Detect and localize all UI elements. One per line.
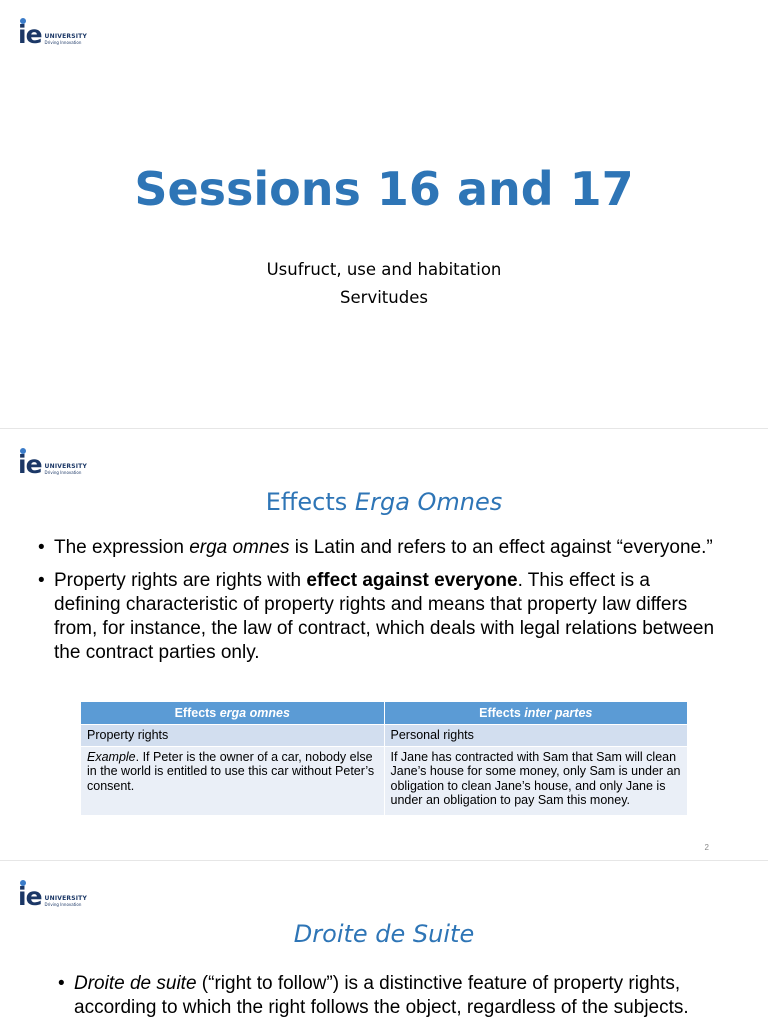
table-cell: Example. If Peter is the owner of a car, nobody else in the world is entitled to use this car without Peter’s consent. xyxy=(81,746,385,815)
logo-mark: ie xyxy=(18,450,42,479)
bullet-item: • Property rights are rights with effect against everyone. This effect is a defining characteristic of property rights and means that property law differs from, for instance, the law of contract, which deals with legal relations between the contract parties only. xyxy=(38,570,715,663)
logo-tagline: Driving Innovation xyxy=(44,470,82,475)
logo-university: UNIVERSITY xyxy=(44,463,88,470)
logo-university: UNIVERSITY xyxy=(44,33,88,40)
effects-table xyxy=(80,701,688,816)
bullet-item: • The expression erga omnes is Latin and refers to an effect against “everyone.” xyxy=(38,537,713,558)
logo-tagline: Driving Innovation xyxy=(44,902,82,907)
bullet-dot-icon: • xyxy=(38,537,45,558)
slide-divider xyxy=(0,860,768,861)
logo-mark: ie xyxy=(18,20,42,49)
ie-university-logo xyxy=(18,20,88,49)
ie-university-logo xyxy=(18,882,88,911)
bullet-list xyxy=(58,972,730,1024)
ie-university-logo xyxy=(18,450,88,479)
bullet-list xyxy=(38,536,718,674)
table-header-row xyxy=(81,702,688,725)
table-row xyxy=(81,746,688,815)
slide-subtitle-line1: Usufruct, use and habitation xyxy=(266,260,502,279)
table-cell: If Jane has contracted with Sam that Sam will clean Jane’s house for some money, only Sam is under an obligation to clean Jane’s house, and only Jane is under an obligation to pay Sam this money. xyxy=(384,746,688,815)
slide-1 xyxy=(0,0,768,425)
logo-university: UNIVERSITY xyxy=(44,895,88,902)
slide-divider xyxy=(0,428,768,429)
slide-subtitle-line2: Servitudes xyxy=(340,288,428,307)
bullet-dot-icon: • xyxy=(58,973,65,994)
slide-3 xyxy=(0,864,768,1024)
logo-tagline: Driving Innovation xyxy=(44,40,82,45)
bullet-dot-icon: • xyxy=(38,570,45,591)
table-header-cell: Effects erga omnes xyxy=(81,702,385,725)
logo-mark: ie xyxy=(18,882,42,911)
table-cell: Property rights xyxy=(81,725,385,747)
bullet-item: • Droite de suite (“right to follow”) is a distinctive feature of property rights, according to which the right follows the object, regardless of the subjects. xyxy=(58,973,689,1018)
table-row xyxy=(81,725,688,747)
slide-2 xyxy=(0,432,768,857)
slide-title: Sessions 16 and 17 xyxy=(134,162,634,216)
table-header-cell: Effects inter partes xyxy=(384,702,688,725)
page-number: 2 xyxy=(704,843,709,852)
slide-heading: Droite de Suite xyxy=(293,920,475,948)
slide-heading: Effects Erga Omnes xyxy=(265,488,503,516)
table-cell: Personal rights xyxy=(384,725,688,747)
